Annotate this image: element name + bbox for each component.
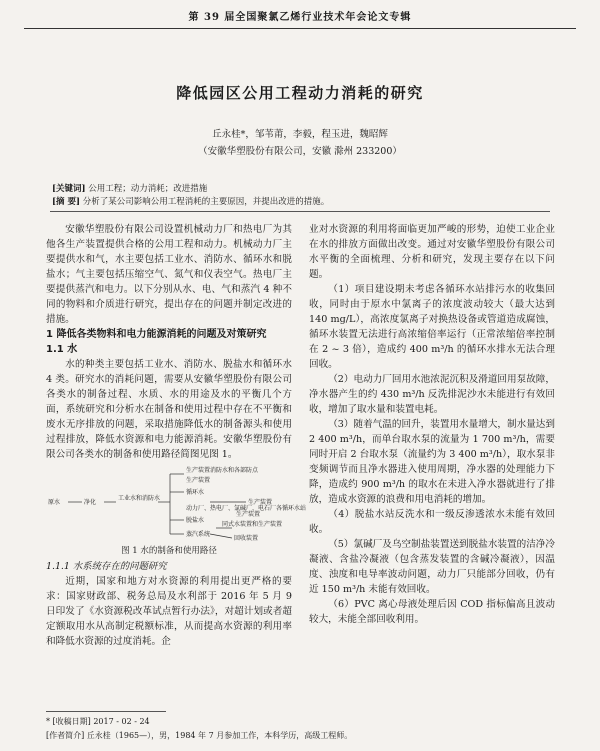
water-paragraph: 水的种类主要包括工业水、消防水、脱盐水和循环水 4 类。研究水的消耗问题，需要从安徽华塑股份有限公司各类水的制备过程、水质、水的用途及水的平衡几个方面，系统研究和分析水在制备和使用过程中存在不平衡和废水无序排放的问题，采取措施降低水的制备源头和使用过程排放，降低水资源和电力能源消耗。安徽华塑股份有限公司各类水的制备和使用路径简图见图 1。 <box>46 359 292 460</box>
abstract-tag: [摘 要] <box>52 197 81 207</box>
keywords <box>52 182 207 194</box>
abstract-text: 分析了某公司影响公用工程消耗的主要原因，并提出改进的措施。 <box>82 197 330 207</box>
issue-6: （6）PVC 离心母液处理后因 COD 指标偏高且波动较大，未能全部回收利用。 <box>309 599 555 625</box>
left-column <box>46 222 307 649</box>
intro-paragraph: 安徽华塑股份有限公司设置机械动力厂和热电厂为其他各生产装置提供合格的公用工程和动力。机械动力厂主要提供水和气，水主要包括工业水、消防水、循环水和脱盐水；气主要包括压缩空气、氮气和仪表空气。热电厂主要提供蒸汽和电力。以下分别从水、电、气和蒸汽 4 种不同的物料和介质进行研究，提出存在的问题并制定改进的措施。 <box>46 224 292 325</box>
footnote-divider <box>46 711 166 712</box>
paper-title: 降低园区公用工程动力消耗的研究 <box>176 84 424 102</box>
right-column <box>309 222 555 627</box>
keywords-text: 公用工程；动力消耗；改进措施 <box>88 184 208 194</box>
figure-1 <box>46 466 307 544</box>
footnote-author: [作者简介] 丘永桂（1965—），男，1984 年 7 月参加工作，本科学历，高级工程师。 <box>46 731 353 740</box>
abstract-divider <box>50 211 550 212</box>
issue-3: （3）随着气温的回升，装置用水量增大，制水量达到 2 400 m³/h，而单台取水泵的流量为 1 700 m³/h，需要同时开启 2 台取水泵（流量约为 3 400 m³/h），取水泵非变频调节而且净水器进入使用周期，净水器的处理能力下降，造成约 900 m³/h 的取水在未进入净水器就进行了排放，造成水资源的浪费和用电消耗的增加。 <box>309 419 555 505</box>
issue-1: （1）项目建设期未考虑各循环水站排污水的收集回收，同时由于原水中氯离子的浓度波动较大（最大达到 140 mg/L），高浓度氯离子对换热设备或管道造成腐蚀，循环水装置无法进行高浓缩倍率运行（正常浓缩倍率控制在 2 ~ 3 倍），造成约 400 m³/h 的循环水排水无法合理回收。 <box>309 284 555 370</box>
node-circulating-water: 循环水 <box>186 489 205 496</box>
policy-paragraph: 近期，国家和地方对水资源的利用提出更严格的要求：国家财政部、税务总局及水利部于 2016 年 5 月 9 日印发了《水资源税改革试点暂行办法》，对超计划或者超定额取用水从高制定税额标准，从而提高水资源的利用率和降低水资源的过度消耗。企 <box>46 576 292 647</box>
keywords-tag: [关键词] <box>52 184 86 194</box>
node-raw-water: 原水 <box>48 499 61 506</box>
issue-2: （2）电动力厂回用水池浓泥沉积及滑道回用泵故障，净水器产生的约 430 m³/h 反洗排泥沙水未能进行有效回收，增加了取水量和装置电耗。 <box>309 374 555 415</box>
issue-4: （4）脱盐水站反洗水和一级反渗透浓水未能有效回收。 <box>309 509 555 535</box>
node-desalted-water: 脱盐水 <box>186 517 205 524</box>
abstract <box>52 195 329 207</box>
node-production-unit: 生产装置 <box>248 499 273 506</box>
section-1-heading: 1 降低各类物料和电力能源消耗的问题及对策研究 <box>46 329 267 340</box>
label-pressure-water: 同式水装置和生产装置 <box>222 521 283 528</box>
label-plants: 动力厂、热电厂、氯碱厂、电石厂各循环水站 <box>186 505 307 512</box>
affiliation: （安徽华塑股份有限公司，安徽 滁州 233200） <box>198 146 402 157</box>
footnote-received: * [收稿日期] 2017 - 02 - 24 <box>46 717 150 726</box>
node-industrial-water: 工业水和消防水 <box>118 495 161 502</box>
issue-5: （5）氯碱厂及乌空制盐装置送到脱盐水装置的洁净冷凝液、含盐冷凝液（包含蒸发装置的含碱冷凝液），因温度、浊度和电导率波动问题，动力厂只能部分回收，仍有近 150 m³/h 未能有效回收。 <box>309 539 555 595</box>
author-list: 丘永桂*，邹苇莆，李毅，程玉进，魏昭辉 <box>212 129 388 140</box>
section-1-1-heading: 1.1 水 <box>46 344 78 355</box>
water-flow-diagram <box>46 466 307 544</box>
continued-paragraph: 业对水资源的利用将面临更加严峻的形势，迫使工业企业在水的排放方面做出改变。通过对安徽华塑股份有限公司水平衡的全面梳理、分析和研究，发现主要存在以下问题。 <box>309 224 555 280</box>
node-recovery-unit: 回收装置 <box>234 535 259 542</box>
figure-1-caption: 图 1 水的制备和使用路径 <box>121 546 217 556</box>
label-fire-water: 生产装置消防水和各部防点 <box>186 467 259 474</box>
section-1-1-1-heading: 1.1.1 水系统存在的问题研究 <box>46 561 167 572</box>
label-production: 生产装置 <box>186 477 211 484</box>
node-steam-system: 蒸汽系统 <box>186 531 211 538</box>
journal-header: 第 39 届全国聚氯乙烯行业技术年会论文专辑 <box>24 8 576 29</box>
node-purify: 净化 <box>84 499 97 506</box>
label-production-2: 生产装置 <box>236 511 261 518</box>
